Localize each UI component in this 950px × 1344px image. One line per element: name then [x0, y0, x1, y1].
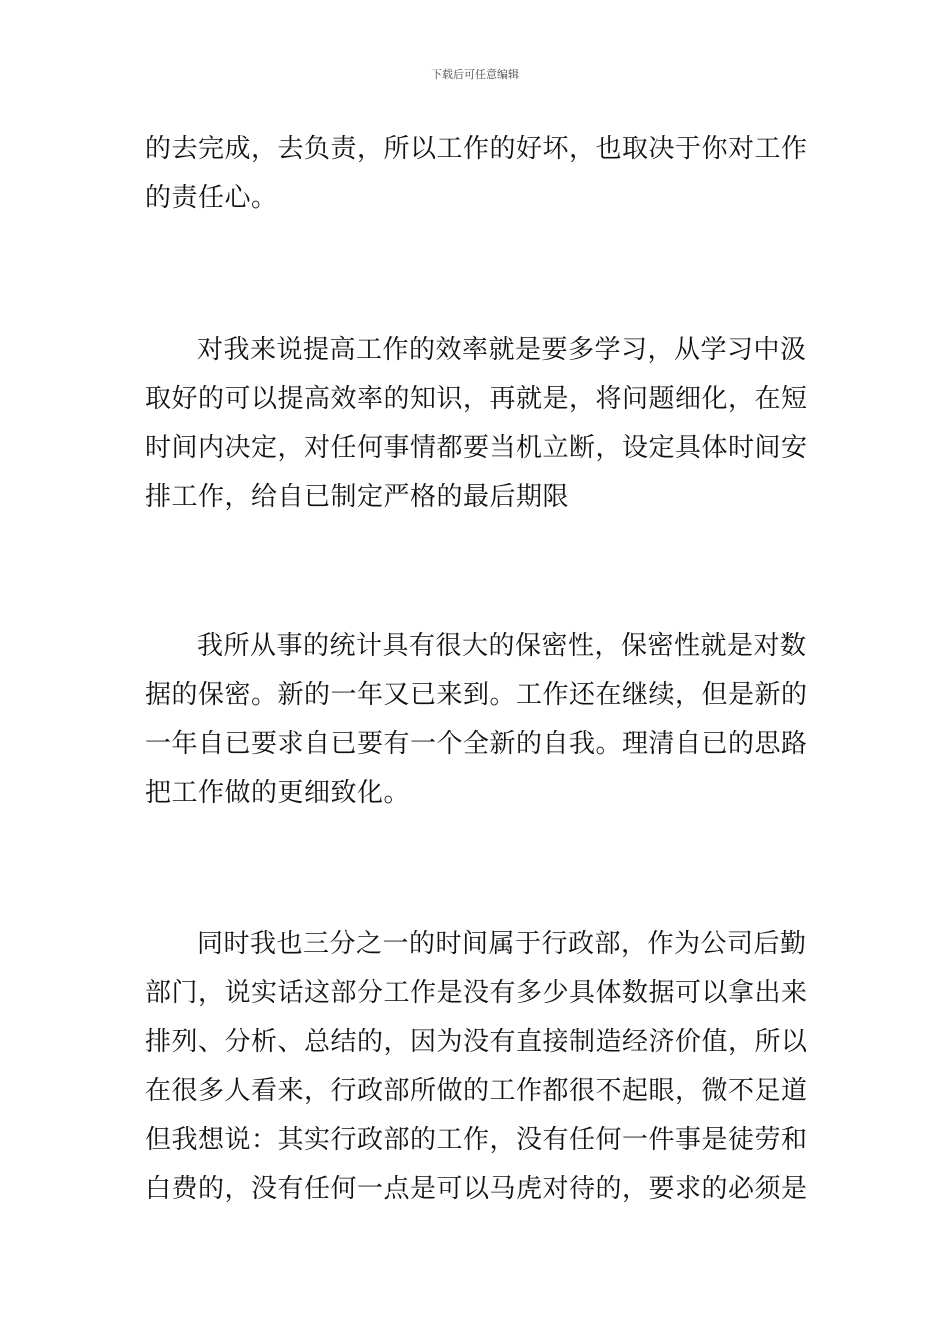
- paragraph-4: 同时我也三分之一的时间属于行政部，作为公司后勤部门，说实话这部分工作是没有多少具体数据可以拿出来排列、分析、总结的，因为没有直接制造经济价值，所以在很多人看来，行政部所做的工作都很不起眼，微不足道但我想说：其实行政部的工作，没有任何一件事是徒劳和白费的，没有任何一点是可以马虎对待的，要求的必须是: [145, 929, 808, 1204]
- paragraph-2: 对我来说提高工作的效率就是要多学习，从学习中汲取好的可以提高效率的知识，再就是，将问题细化，在短时间内决定，对任何事情都要当机立断，设定具体时间安排工作，给自已制定严格的最后期限: [145, 335, 808, 512]
- paragraph-1: 的去完成，去负责，所以工作的好坏，也取决于你对工作的责任心。: [145, 134, 808, 213]
- paragraph-3: 我所从事的统计具有很大的保密性，保密性就是对数据的保密。新的一年又已来到。工作还在继续，但是新的一年自已要求自已要有一个全新的自我。理清自已的思路把工作做的更细致化。: [145, 631, 808, 808]
- page-header: 下载后可任意编辑: [431, 68, 519, 81]
